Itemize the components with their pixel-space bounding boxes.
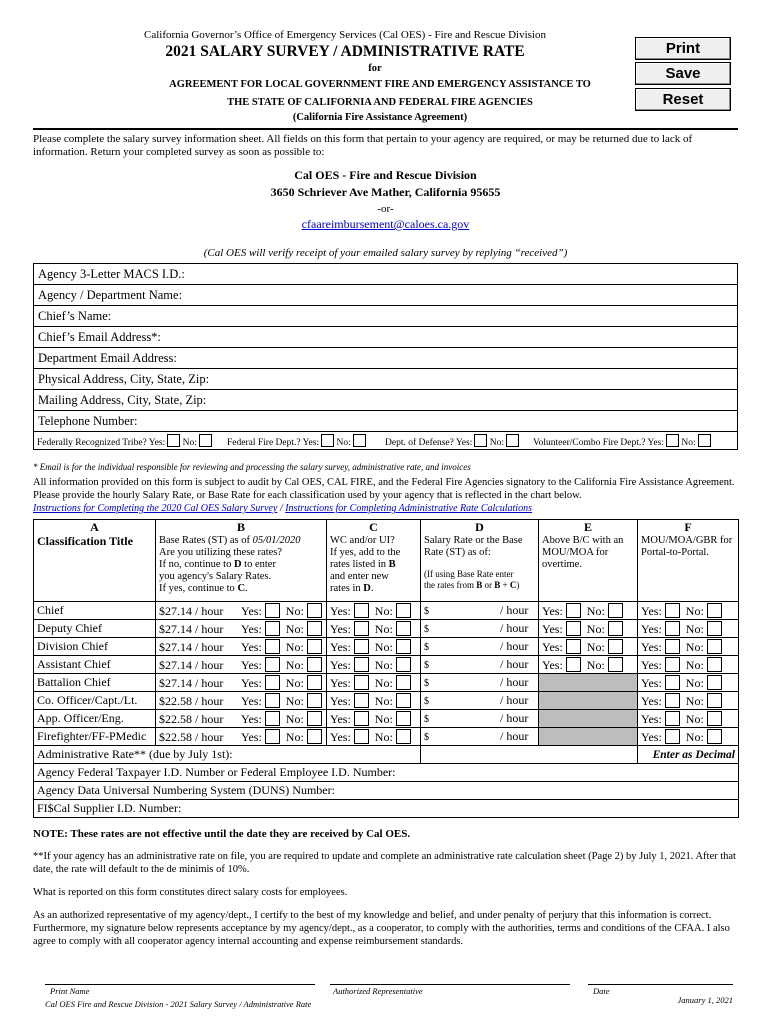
fiscal-row	[34, 800, 739, 818]
yes-label: Yes:	[241, 621, 262, 636]
admin-rate-label: Administrative Rate** (due by July 1st):	[34, 746, 421, 764]
yes-label: Yes:	[330, 621, 351, 636]
no-label: No:	[285, 675, 304, 690]
per-hour-label: / hour	[500, 711, 529, 725]
salary-rate-cell[interactable]	[421, 638, 539, 656]
col-e-header: Above B/C with an MOU/MOA for overtime.	[539, 535, 638, 602]
portal-yes-checkbox[interactable]	[665, 657, 680, 672]
yes-label: Yes:	[330, 675, 351, 690]
email-note: * Email is for the individual responsible for reviewing and processing the salary survey, administrative rate, and invoices	[33, 462, 471, 472]
info-field[interactable]: Chief’s Email Address*:	[34, 327, 738, 348]
wc-ui-yes-checkbox[interactable]	[354, 657, 369, 672]
dollar-sign: $	[424, 732, 429, 743]
no-label: No:	[374, 657, 393, 672]
header-rule	[33, 128, 738, 130]
wc-ui-yes-checkbox[interactable]	[354, 711, 369, 726]
yes-label: Yes:	[330, 711, 351, 726]
no-label: No:	[685, 639, 704, 654]
portal-no-checkbox[interactable]	[707, 621, 722, 636]
yes-label: Yes:	[641, 729, 662, 744]
dollar-sign: $	[424, 660, 429, 671]
info-row	[34, 327, 738, 348]
base-rate-cell	[156, 692, 327, 710]
no-label: No:	[285, 693, 304, 708]
base-rate: $27.14 / hour	[159, 675, 224, 690]
base-rate-yes-checkbox[interactable]	[265, 621, 280, 636]
dollar-sign: $	[424, 606, 429, 617]
col-b-header: Base Rates (ST) as of 05/01/2020 Are you utilizing these rates? If no, continue to D to enter you agency's Salary Rates. If yes, continue to C.	[156, 535, 327, 602]
yes-label: Yes:	[330, 693, 351, 708]
wc-ui-yes-checkbox[interactable]	[354, 729, 369, 744]
base-rate-no-checkbox[interactable]	[307, 657, 322, 672]
yes-label: Yes:	[641, 675, 662, 690]
salary-rate-cell[interactable]	[421, 656, 539, 674]
base-rate-no-checkbox[interactable]	[307, 693, 322, 708]
per-hour-label: / hour	[500, 729, 529, 743]
overtime-yes-checkbox[interactable]	[566, 603, 581, 618]
authorized-label: Authorized Representative	[333, 986, 423, 996]
no-label: No:	[586, 639, 605, 654]
no-label: No:	[685, 729, 704, 744]
rate-row	[34, 656, 739, 674]
instructions-survey-link[interactable]: Instructions for Completing the 2020 Cal OES Salary Survey	[33, 503, 278, 514]
no-label: No:	[285, 711, 304, 726]
no-label: No:	[586, 603, 605, 618]
no-label: No:	[685, 657, 704, 672]
verify-note: (Cal OES will verify receipt of your emailed salary survey by replying “received”)	[203, 247, 568, 259]
yes-label: Yes:	[330, 639, 351, 654]
wc-ui-cell	[327, 728, 421, 746]
base-rate-yes-checkbox[interactable]	[265, 639, 280, 654]
yes-label: Yes:	[241, 657, 262, 672]
fiscal-field[interactable]: FI$Cal Supplier I.D. Number:	[34, 800, 739, 818]
base-rate: $27.14 / hour	[159, 657, 224, 672]
per-hour-label: / hour	[500, 603, 529, 617]
wc-ui-yes-checkbox[interactable]	[354, 639, 369, 654]
agency-line: California Governor’s Office of Emergency Services (Cal OES) - Fire and Rescue Division	[143, 29, 546, 41]
yes-label: Yes:	[641, 603, 662, 618]
wc-ui-no-checkbox[interactable]	[396, 693, 411, 708]
no-label: No:	[374, 711, 393, 726]
defense-yes-checkbox[interactable]	[474, 434, 487, 447]
portal-cell	[638, 674, 739, 692]
base-rate: $27.14 / hour	[159, 621, 224, 636]
email-link[interactable]: cfaareimbursement@caloes.ca.gov	[301, 217, 470, 231]
no-label: No:	[685, 711, 704, 726]
wc-ui-cell	[327, 620, 421, 638]
agreement-line-1: AGREEMENT FOR LOCAL GOVERNMENT FIRE AND EMERGENCY ASSISTANCE TO	[169, 79, 591, 90]
no-label: No:	[285, 603, 304, 618]
base-rate-cell	[156, 602, 327, 620]
rate-row	[34, 674, 739, 692]
wc-ui-no-checkbox[interactable]	[396, 711, 411, 726]
portal-yes-checkbox[interactable]	[665, 729, 680, 744]
yes-label: Yes:	[241, 639, 262, 654]
yes-label: Yes:	[241, 729, 262, 744]
per-hour-label: / hour	[500, 675, 529, 689]
wc-ui-no-checkbox[interactable]	[396, 603, 411, 618]
yes-label: Yes:	[542, 621, 563, 636]
wc-ui-no-checkbox[interactable]	[396, 657, 411, 672]
base-rate-yes-checkbox[interactable]	[265, 729, 280, 744]
rate-row	[34, 620, 739, 638]
wc-ui-no-checkbox[interactable]	[396, 621, 411, 636]
tribe-no-checkbox[interactable]	[199, 434, 212, 447]
audit-text: All information provided on this form is subject to audit by Cal OES, CAL FIRE, and the Federal Fire Agencies signatory to the California Fire Assistance Agreement. Please provide the hourly Salary Rate, or Base Rate for each classification used by your agency that is reflected in the chart below.	[33, 477, 735, 501]
base-rate-yes-checkbox[interactable]	[265, 711, 280, 726]
column-header-row	[34, 535, 739, 602]
yes-label: Yes:	[241, 675, 262, 690]
info-row	[34, 390, 738, 411]
no-label: No:	[285, 621, 304, 636]
classification-title: Battalion Chief	[34, 674, 156, 692]
overtime-cell-disabled	[539, 674, 638, 692]
fed-no-checkbox[interactable]	[353, 434, 366, 447]
per-hour-label: / hour	[500, 693, 529, 707]
wc-ui-no-checkbox[interactable]	[396, 639, 411, 654]
col-letter-f: F	[638, 520, 739, 536]
overtime-cell-disabled	[539, 728, 638, 746]
effective-note: NOTE: These rates are not effective until the date they are received by Cal OES.	[33, 828, 411, 840]
fed-yes-checkbox[interactable]	[321, 434, 334, 447]
base-rate-no-checkbox[interactable]	[307, 639, 322, 654]
portal-no-checkbox[interactable]	[707, 657, 722, 672]
duns-row	[34, 782, 739, 800]
tribe-label: Federally Recognized Tribe? Yes:	[37, 437, 166, 448]
intro-text: Please complete the salary survey information sheet. All fields on this form that pertain to your agency are required, or may be returned due to lack of information. Return your completed survey as soon as possible to:	[33, 133, 693, 158]
col-c-header: WC and/or UI? If yes, add to the rates listed in B and enter new rates in D.	[327, 535, 421, 602]
wc-ui-no-checkbox[interactable]	[396, 675, 411, 690]
portal-no-checkbox[interactable]	[707, 675, 722, 690]
address-line-1: Cal OES - Fire and Rescue Division	[294, 168, 477, 182]
base-rate: $27.14 / hour	[159, 603, 224, 618]
volunteer-yes-checkbox[interactable]	[666, 434, 679, 447]
yes-label: Yes:	[641, 693, 662, 708]
info-row	[34, 306, 738, 327]
no-label: No:	[374, 675, 393, 690]
yes-label: Yes:	[330, 603, 351, 618]
column-letter-row	[34, 520, 739, 536]
col-f-header: MOU/MOA/GBR for Portal-to-Portal.	[638, 535, 739, 602]
portal-no-checkbox[interactable]	[707, 693, 722, 708]
no-label: No:	[336, 437, 351, 448]
portal-cell	[638, 602, 739, 620]
save-button[interactable]: Save	[635, 62, 731, 85]
yes-label: Yes:	[542, 657, 563, 672]
admin-note: **If your agency has an administrative rate on file, you are required to update and complete an administrative rate calculation sheet (Page 2) by July 1, 2021. After that date, the rate will default to the de minimis of 10%.	[33, 851, 736, 875]
classification-title: Chief	[34, 602, 156, 620]
portal-yes-checkbox[interactable]	[665, 621, 680, 636]
base-rate: $22.58 / hour	[159, 711, 224, 726]
no-label: No:	[285, 639, 304, 654]
classification-title: Deputy Chief	[34, 620, 156, 638]
col-letter-e: E	[539, 520, 638, 536]
rate-row	[34, 638, 739, 656]
rate-row	[34, 710, 739, 728]
dollar-sign: $	[424, 678, 429, 689]
link-separator: /	[277, 503, 286, 514]
tribe-yes-checkbox[interactable]	[167, 434, 180, 447]
date-label: Date	[593, 986, 610, 996]
portal-no-checkbox[interactable]	[707, 711, 722, 726]
portal-cell	[638, 656, 739, 674]
base-rate-cell	[156, 674, 327, 692]
info-field[interactable]: Agency 3-Letter MACS I.D.:	[34, 264, 738, 285]
per-hour-label: / hour	[500, 657, 529, 671]
overtime-yes-checkbox[interactable]	[566, 657, 581, 672]
dollar-sign: $	[424, 624, 429, 635]
base-rate-cell	[156, 656, 327, 674]
info-row	[34, 369, 738, 390]
overtime-cell	[539, 620, 638, 638]
portal-cell	[638, 728, 739, 746]
taxpayer-row	[34, 764, 739, 782]
info-field[interactable]: Telephone Number:	[34, 411, 738, 432]
no-label: No:	[685, 621, 704, 636]
wc-ui-cell	[327, 602, 421, 620]
portal-cell	[638, 710, 739, 728]
salary-rate-cell[interactable]	[421, 710, 539, 728]
portal-yes-checkbox[interactable]	[665, 675, 680, 690]
portal-yes-checkbox[interactable]	[665, 693, 680, 708]
wc-ui-no-checkbox[interactable]	[396, 729, 411, 744]
overtime-cell	[539, 638, 638, 656]
authorized-line[interactable]	[330, 984, 570, 985]
rate-row	[34, 728, 739, 746]
reset-button[interactable]: Reset	[635, 88, 731, 111]
classification-title: Division Chief	[34, 638, 156, 656]
wc-ui-cell	[327, 638, 421, 656]
no-label: No:	[685, 675, 704, 690]
overtime-no-checkbox[interactable]	[608, 603, 623, 618]
no-label: No:	[374, 621, 393, 636]
admin-rate-input[interactable]	[421, 746, 638, 764]
rate-row	[34, 602, 739, 620]
info-field[interactable]: Chief’s Name:	[34, 306, 738, 327]
yes-label: Yes:	[641, 621, 662, 636]
defense-label: Dept. of Defense? Yes:	[385, 437, 473, 448]
address-line-2: 3650 Schriever Ave Mather, California 95655	[270, 185, 501, 199]
wc-ui-cell	[327, 674, 421, 692]
info-field[interactable]: Mailing Address, City, State, Zip:	[34, 390, 738, 411]
no-label: No:	[182, 437, 197, 448]
portal-cell	[638, 620, 739, 638]
footer-date: January 1, 2021	[677, 995, 733, 1005]
base-rate: $22.58 / hour	[159, 729, 224, 744]
info-row	[34, 264, 738, 285]
date-line[interactable]	[588, 984, 733, 985]
portal-cell	[638, 638, 739, 656]
agreement-line-3: (California Fire Assistance Agreement)	[292, 112, 468, 123]
col-letter-a: A	[34, 520, 156, 536]
classification-title: Co. Officer/Capt./Lt.	[34, 692, 156, 710]
dollar-sign: $	[424, 696, 429, 707]
portal-cell	[638, 692, 739, 710]
portal-yes-checkbox[interactable]	[665, 603, 680, 618]
yes-label: Yes:	[241, 693, 262, 708]
page-title: 2021 SALARY SURVEY / ADMINISTRATIVE RATE	[165, 43, 525, 60]
wc-ui-cell	[327, 656, 421, 674]
volunteer-label: Volunteer/Combo Fire Dept.? Yes:	[533, 437, 664, 448]
enter-decimal-label: Enter as Decimal	[638, 746, 739, 764]
yes-label: Yes:	[330, 657, 351, 672]
no-label: No:	[586, 657, 605, 672]
salary-rate-cell[interactable]	[421, 602, 539, 620]
footer-left: Cal OES Fire and Rescue Division - 2021 Salary Survey / Administrative Rate	[45, 999, 312, 1009]
base-rate-cell	[156, 728, 327, 746]
portal-yes-checkbox[interactable]	[665, 711, 680, 726]
rate-table	[33, 519, 739, 818]
salary-rate-cell[interactable]	[421, 674, 539, 692]
base-rate-no-checkbox[interactable]	[307, 621, 322, 636]
info-field[interactable]: Department Email Address:	[34, 348, 738, 369]
base-rate-cell	[156, 638, 327, 656]
wc-ui-cell	[327, 710, 421, 728]
for-label: for	[368, 63, 382, 74]
overtime-yes-checkbox[interactable]	[566, 639, 581, 654]
agreement-line-2: THE STATE OF CALIFORNIA AND FEDERAL FIRE AGENCIES	[227, 97, 533, 108]
base-rate-no-checkbox[interactable]	[307, 675, 322, 690]
col-letter-d: D	[421, 520, 539, 536]
classification-title: Assistant Chief	[34, 656, 156, 674]
base-rate: $22.58 / hour	[159, 693, 224, 708]
salary-rate-cell[interactable]	[421, 692, 539, 710]
print-name-label: Print Name	[50, 986, 90, 996]
or-label: -or-	[377, 203, 394, 215]
portal-no-checkbox[interactable]	[707, 639, 722, 654]
info-row	[34, 348, 738, 369]
instructions-admin-link[interactable]: Instructions for Completing Administrative Rate Calculations	[285, 503, 532, 514]
no-label: No:	[681, 437, 696, 448]
salary-rate-cell[interactable]	[421, 728, 539, 746]
no-label: No:	[285, 657, 304, 672]
overtime-cell-disabled	[539, 710, 638, 728]
base-rate-yes-checkbox[interactable]	[265, 693, 280, 708]
wc-ui-yes-checkbox[interactable]	[354, 693, 369, 708]
base-rate-yes-checkbox[interactable]	[265, 675, 280, 690]
info-row	[34, 411, 738, 432]
info-row	[34, 285, 738, 306]
wc-ui-yes-checkbox[interactable]	[354, 621, 369, 636]
yes-label: Yes:	[241, 603, 262, 618]
classification-title: Firefighter/FF-PMedic	[34, 728, 156, 746]
base-rate-cell	[156, 710, 327, 728]
yes-label: Yes:	[641, 639, 662, 654]
info-field[interactable]: Physical Address, City, State, Zip:	[34, 369, 738, 390]
portal-yes-checkbox[interactable]	[665, 639, 680, 654]
yes-label: Yes:	[641, 657, 662, 672]
print-name-line[interactable]	[45, 984, 315, 985]
col-letter-b: B	[156, 520, 327, 536]
no-label: No:	[685, 603, 704, 618]
col-a-header: Classification Title	[34, 535, 156, 602]
overtime-cell	[539, 602, 638, 620]
no-label: No:	[489, 437, 504, 448]
overtime-no-checkbox[interactable]	[608, 621, 623, 636]
rate-row	[34, 692, 739, 710]
certify-text: As an authorized representative of my agency/dept., I certify to the best of my knowledge and belief, and under penalty of perjury that this information is correct. Furthermore, my signature below represents acceptance by my agency/dept., as a cooperator, to comply with the authorities, terms and conditions of the CFAA. I also agree to comply with all cooperator agency internal accounting and expense reimbursement standards.	[33, 910, 730, 947]
dollar-sign: $	[424, 642, 429, 653]
volunteer-no-checkbox[interactable]	[698, 434, 711, 447]
base-rate-cell	[156, 620, 327, 638]
no-label: No:	[374, 603, 393, 618]
defense-no-checkbox[interactable]	[506, 434, 519, 447]
duns-field[interactable]: Agency Data Universal Numbering System (DUNS) Number:	[34, 782, 739, 800]
no-label: No:	[374, 693, 393, 708]
overtime-cell	[539, 656, 638, 674]
print-button[interactable]: Print	[635, 37, 731, 60]
overtime-no-checkbox[interactable]	[608, 639, 623, 654]
no-label: No:	[374, 639, 393, 654]
yes-no-row	[34, 432, 738, 450]
base-rate-no-checkbox[interactable]	[307, 729, 322, 744]
yes-label: Yes:	[241, 711, 262, 726]
salary-rate-cell[interactable]	[421, 620, 539, 638]
wc-ui-cell	[327, 692, 421, 710]
base-rate-no-checkbox[interactable]	[307, 603, 322, 618]
base-rate: $27.14 / hour	[159, 639, 224, 654]
yes-label: Yes:	[330, 729, 351, 744]
portal-no-checkbox[interactable]	[707, 729, 722, 744]
overtime-cell-disabled	[539, 692, 638, 710]
classification-title: App. Officer/Eng.	[34, 710, 156, 728]
no-label: No:	[685, 693, 704, 708]
col-d-header: Salary Rate or the Base Rate (ST) as of: (If using Base Rate enter the rates from B or B + C)	[421, 535, 539, 602]
agency-info-table	[33, 263, 738, 450]
info-field[interactable]: Agency / Department Name:	[34, 285, 738, 306]
per-hour-label: / hour	[500, 621, 529, 635]
base-rate-yes-checkbox[interactable]	[265, 603, 280, 618]
admin-rate-row	[34, 746, 739, 764]
wc-ui-yes-checkbox[interactable]	[354, 603, 369, 618]
overtime-no-checkbox[interactable]	[608, 657, 623, 672]
base-rate-no-checkbox[interactable]	[307, 711, 322, 726]
no-label: No:	[285, 729, 304, 744]
reported-note: What is reported on this form constitutes direct salary costs for employees.	[33, 887, 348, 898]
wc-ui-yes-checkbox[interactable]	[354, 675, 369, 690]
overtime-yes-checkbox[interactable]	[566, 621, 581, 636]
per-hour-label: / hour	[500, 639, 529, 653]
taxpayer-field[interactable]: Agency Federal Taxpayer I.D. Number or Federal Employee I.D. Number:	[34, 764, 739, 782]
base-rate-yes-checkbox[interactable]	[265, 657, 280, 672]
portal-no-checkbox[interactable]	[707, 603, 722, 618]
no-label: No:	[374, 729, 393, 744]
yes-label: Yes:	[542, 603, 563, 618]
fed-label: Federal Fire Dept.? Yes:	[227, 437, 320, 448]
col-letter-c: C	[327, 520, 421, 536]
yes-label: Yes:	[542, 639, 563, 654]
no-label: No:	[586, 621, 605, 636]
yes-label: Yes:	[641, 711, 662, 726]
dollar-sign: $	[424, 714, 429, 725]
